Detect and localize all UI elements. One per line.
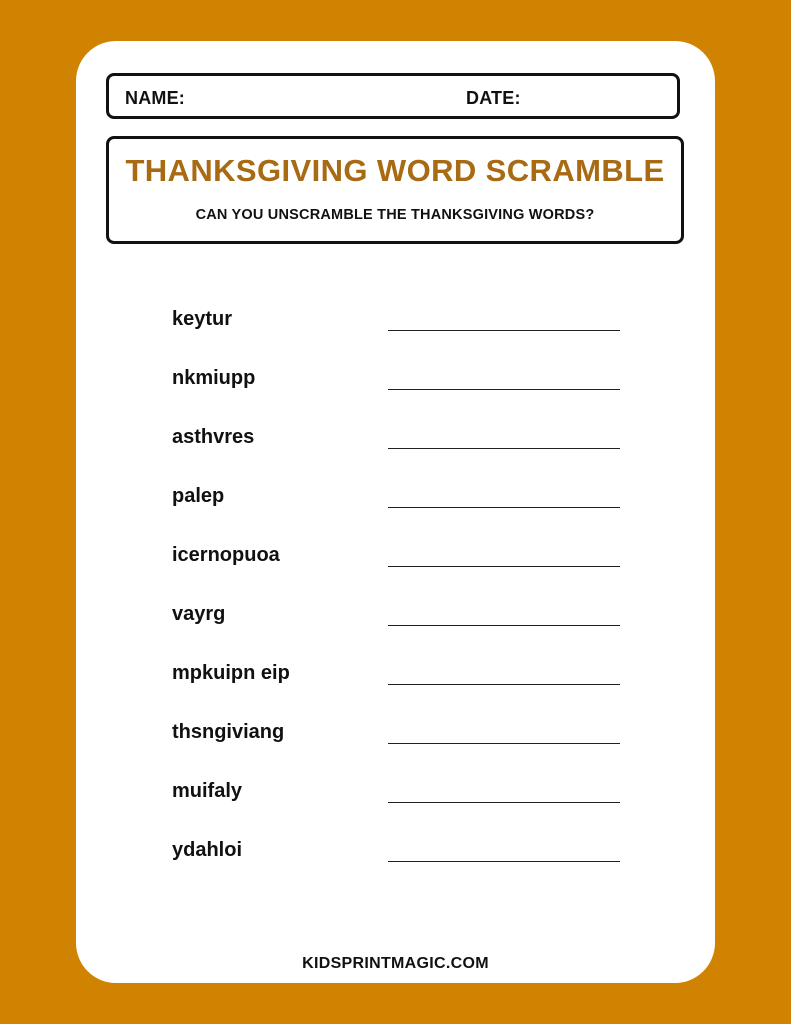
word-list [172, 304, 622, 894]
answer-line[interactable] [388, 802, 620, 803]
answer-line[interactable] [388, 861, 620, 862]
word-row [172, 658, 622, 717]
title-box [106, 136, 684, 244]
answer-line[interactable] [388, 625, 620, 626]
word-row [172, 481, 622, 540]
word-row [172, 363, 622, 422]
scrambled-word: ydahloi [172, 839, 243, 861]
word-row [172, 422, 622, 481]
answer-line[interactable] [388, 330, 620, 331]
worksheet-title: THANKSGIVING WORD SCRAMBLE [125, 153, 665, 188]
date-label: DATE: [466, 88, 521, 108]
scrambled-word: nkmiupp [172, 367, 256, 389]
worksheet-page [76, 41, 715, 983]
scrambled-word: keytur [172, 308, 233, 330]
scrambled-word: mpkuipn eip [172, 662, 290, 684]
worksheet-instructions: CAN YOU UNSCRAMBLE THE THANKSGIVING WORDS? [195, 207, 595, 223]
scrambled-word: thsngiviang [172, 721, 285, 743]
answer-line[interactable] [388, 743, 620, 744]
word-row [172, 540, 622, 599]
answer-line[interactable] [388, 566, 620, 567]
word-row [172, 717, 622, 776]
word-row [172, 599, 622, 658]
scrambled-word: vayrg [172, 603, 226, 625]
scrambled-word: icernopuoa [172, 544, 280, 566]
scrambled-word: asthvres [172, 426, 255, 448]
answer-line[interactable] [388, 684, 620, 685]
name-date-box [106, 73, 680, 119]
scrambled-word: muifaly [172, 780, 243, 802]
name-label: NAME: [125, 88, 185, 108]
website-footer: KIDSPRINTMAGIC.COM [302, 955, 489, 972]
scrambled-word: palep [172, 485, 225, 507]
answer-line[interactable] [388, 507, 620, 508]
word-row [172, 835, 622, 894]
word-row [172, 304, 622, 363]
answer-line[interactable] [388, 389, 620, 390]
answer-line[interactable] [388, 448, 620, 449]
word-row [172, 776, 622, 835]
